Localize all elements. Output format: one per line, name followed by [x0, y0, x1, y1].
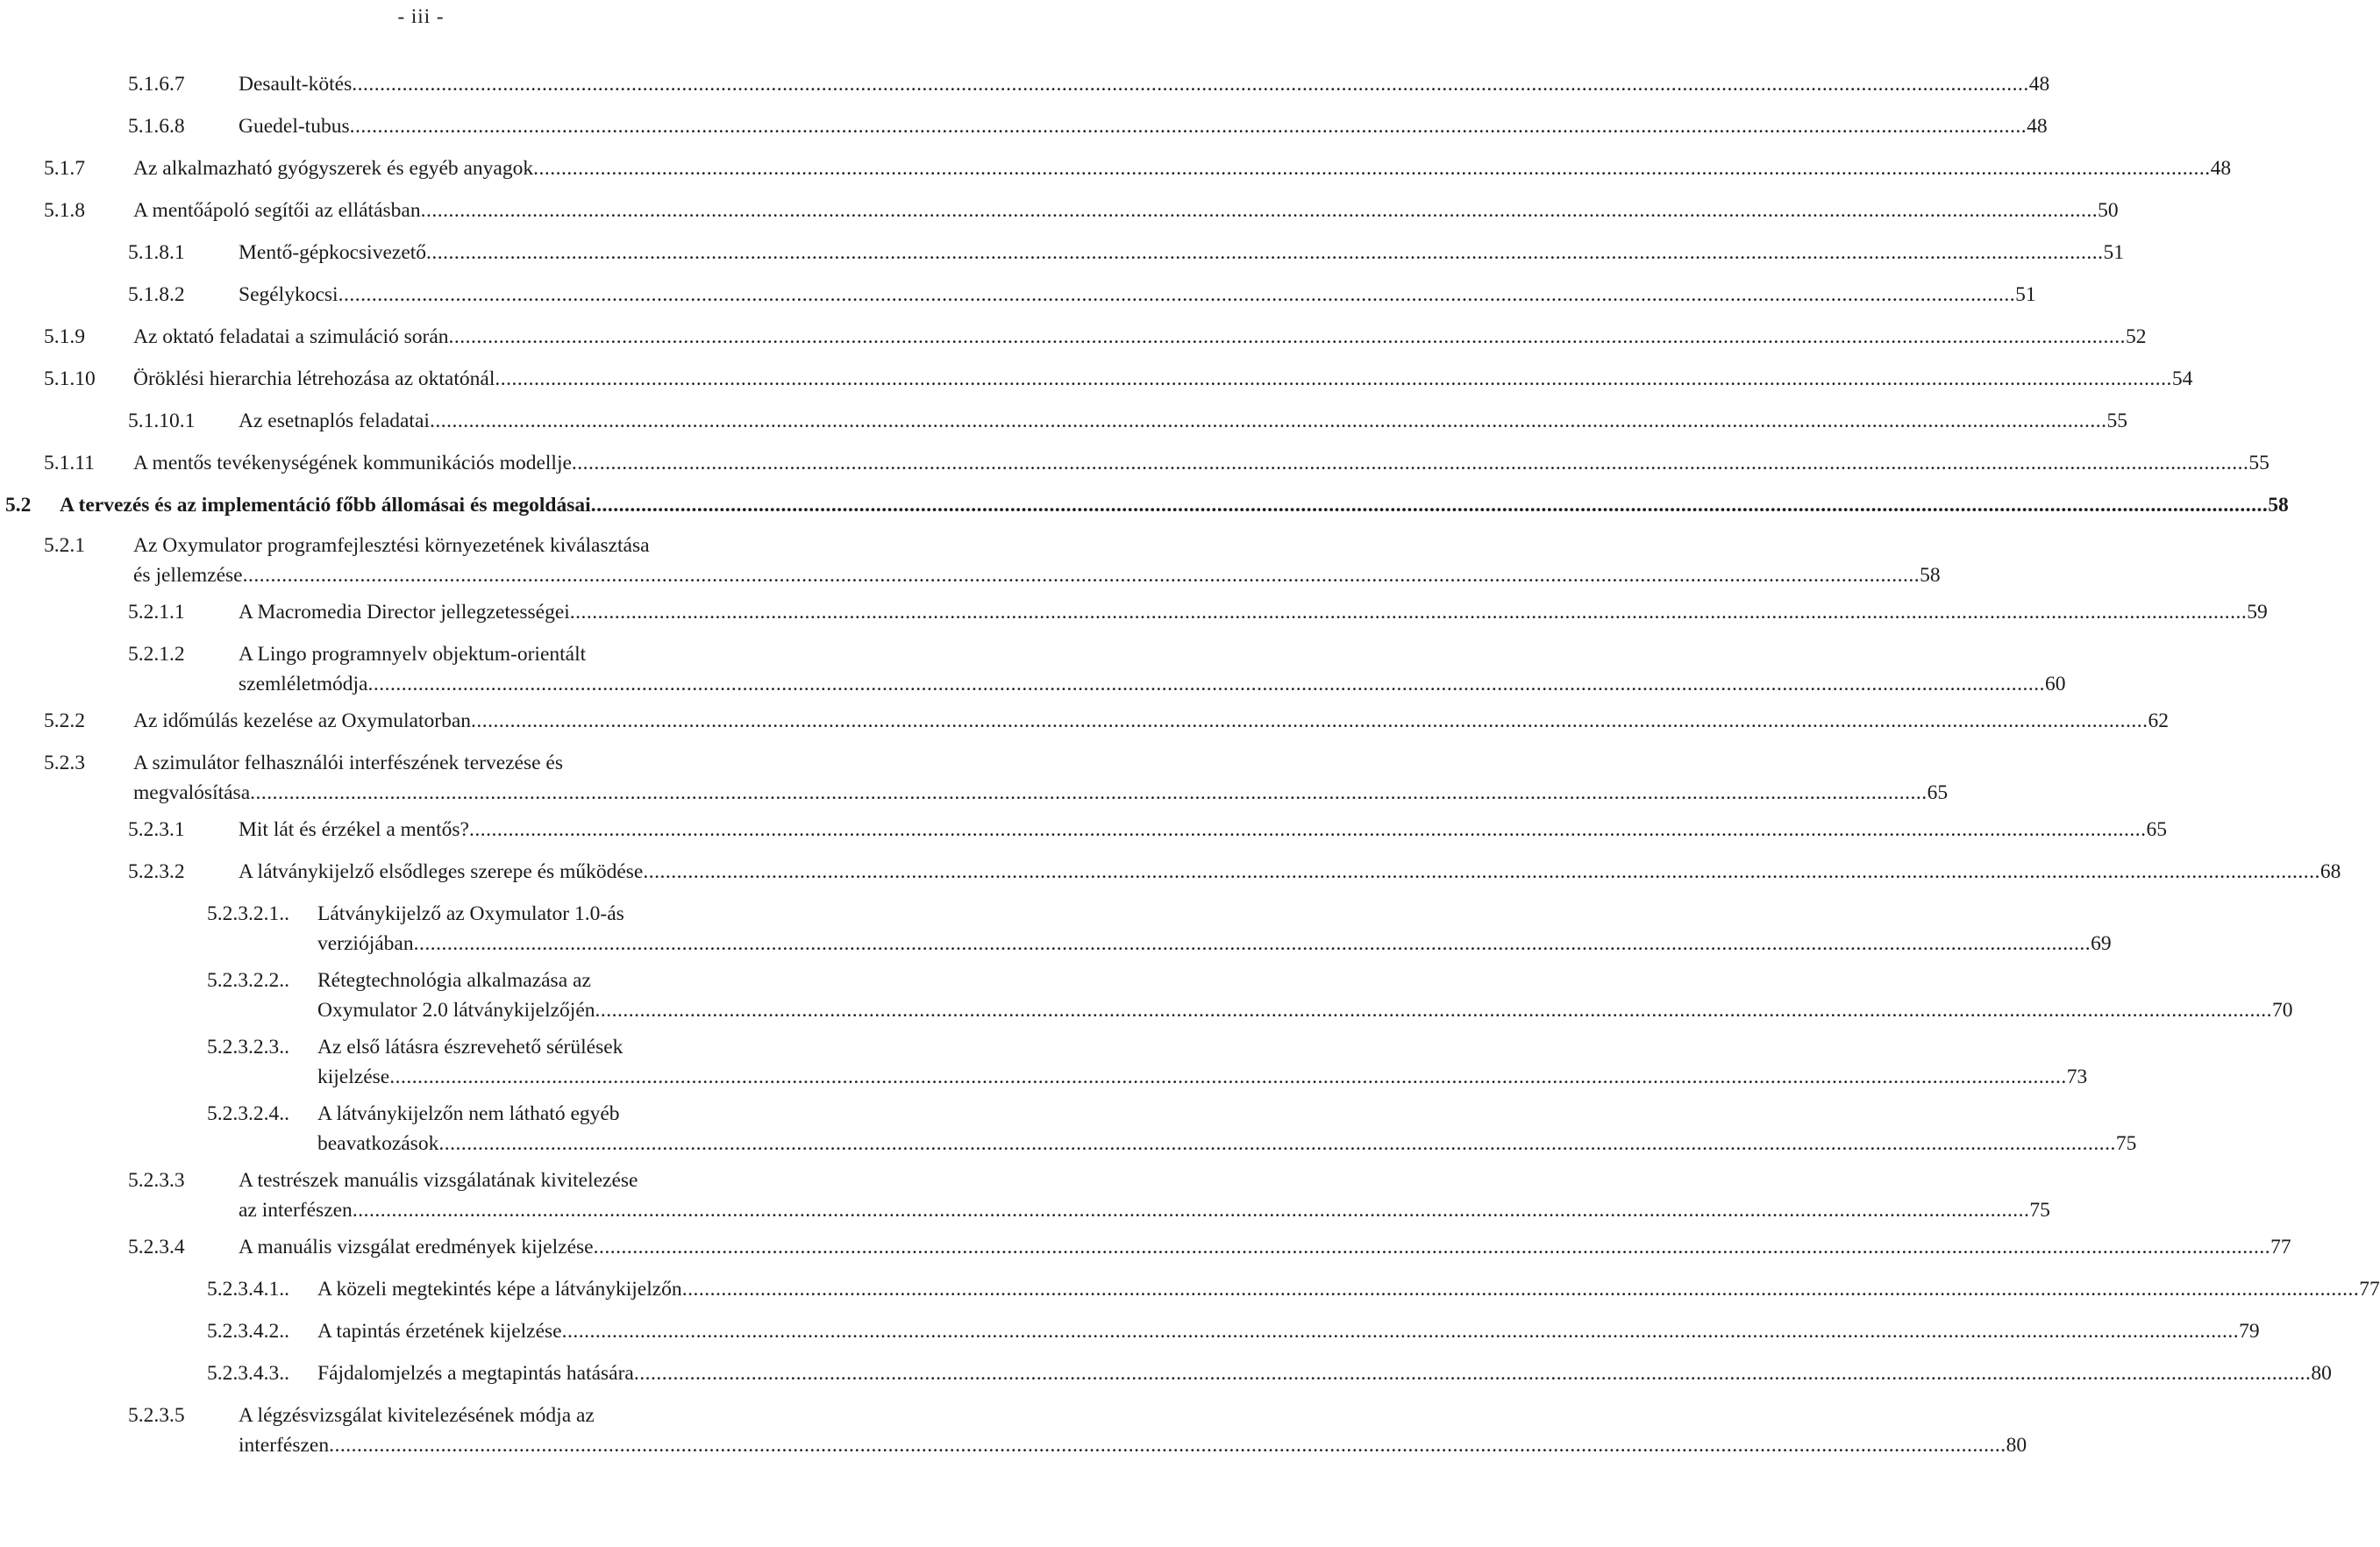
toc-entry-title: beavatkozások: [317, 1132, 439, 1155]
toc-entry: [0, 1032, 2088, 1092]
toc-entry-page: 80: [2006, 1434, 2027, 1457]
dot-leader: ............................................................................................................................................................................................................................................................................................................: [420, 199, 2099, 222]
toc-entry-title: Az esetnaplós feladatai: [239, 410, 430, 432]
toc-entry: [0, 406, 2127, 436]
toc-entry-number: 5.2.3.3: [128, 1169, 185, 1192]
toc-entry: [0, 1316, 2260, 1346]
toc-entry-title: A manuális vizsgálat eredmények kijelzése: [239, 1236, 594, 1258]
toc-entry-page: 65: [2146, 818, 2167, 841]
toc-entry: [0, 639, 2066, 699]
toc-entry-title: Az alkalmazható gyógyszerek és egyéb anyagok: [133, 157, 534, 180]
toc-entry-title: Mentő-gépkocsivezető: [239, 241, 427, 264]
dot-leader: ............................................................................................................................................................................................................................................................................................................: [595, 999, 2273, 1022]
dot-leader: ............................................................................................................................................................................................................................................................................................................: [561, 1320, 2240, 1343]
toc-entry-number: 5.1.9: [44, 325, 85, 348]
toc-entry-page: 77: [2270, 1236, 2291, 1258]
toc-entry-title: Rétegtechnológia alkalmazása az: [317, 969, 591, 992]
toc-entry-title: A mentős tevékenységének kommunikációs modellje: [133, 452, 572, 474]
toc-entry-title: Az időmúlás kezelése az Oxymulatorban: [133, 709, 471, 732]
toc-entry-number: 5.2.1.1: [128, 601, 185, 624]
toc-entry-number: 5.2.3: [44, 752, 85, 774]
toc-entry-number: 5.1.6.8: [128, 115, 185, 138]
toc-entry: [0, 490, 2289, 520]
toc-entry: [0, 364, 2193, 394]
dot-leader: ............................................................................................................................................................................................................................................................................................................: [471, 709, 2148, 732]
toc-entry-title: Oxymulator 2.0 látványkijelzőjén: [317, 999, 595, 1022]
toc-entry: [0, 1401, 2027, 1460]
toc-entry-number: 5.2.3.2.1..: [207, 902, 289, 925]
toc-entry: [0, 706, 2169, 736]
toc-entry-page: 77: [2359, 1278, 2380, 1301]
toc-entry-title: A légzésvizsgálat kivitelezésének módja az: [239, 1404, 595, 1427]
toc-entry-title: megvalósítása: [133, 781, 251, 804]
dot-leader: ............................................................................................................................................................................................................................................................................................................: [352, 73, 2029, 96]
toc-entry-number: 5.2.3.2: [128, 860, 185, 883]
toc-entry-page: 48: [2210, 157, 2232, 180]
dot-leader: ............................................................................................................................................................................................................................................................................................................: [571, 452, 2249, 474]
toc-entry-title: A látványkijelző elsődleges szerepe és működése: [239, 860, 644, 883]
toc-entry-number: 5.2.3.4.3..: [207, 1362, 289, 1385]
toc-entry-number: 5.1.11: [44, 452, 95, 474]
dot-leader: ............................................................................................................................................................................................................................................................................................................: [590, 494, 2269, 517]
toc-entry-page: 68: [2319, 860, 2341, 883]
toc-entry-title: A látványkijelzőn nem látható egyéb: [317, 1102, 620, 1125]
toc-entry-number: 5.1.8: [44, 199, 85, 222]
toc-entry: [0, 280, 2036, 310]
toc-entry-page: 69: [2091, 932, 2112, 955]
toc-entry-page: 54: [2171, 367, 2193, 390]
toc-entry-title: az interfészen: [239, 1199, 353, 1222]
dot-leader: ............................................................................................................................................................................................................................................................................................................: [352, 1199, 2030, 1222]
toc-entry: [0, 69, 2050, 99]
toc-entry: [0, 153, 2232, 183]
toc-entry: [0, 1099, 2137, 1158]
toc-entry-title: A Lingo programnyelv objektum-orientált: [239, 643, 587, 666]
dot-leader: ............................................................................................................................................................................................................................................................................................................: [250, 781, 1928, 804]
toc-entry-title: A tervezés és az implementáció főbb állomásai és megoldásai: [60, 494, 591, 517]
toc-entry-title: Segélykocsi: [239, 283, 338, 306]
toc-entry-page: 48: [2028, 73, 2050, 96]
page-number-header: - iii -: [397, 5, 445, 27]
toc-entry-page: 62: [2148, 709, 2169, 732]
toc-entry-number: 5.1.10: [44, 367, 96, 390]
toc-entry: [0, 1166, 2050, 1225]
toc-entry-number: 5.2.3.4: [128, 1236, 185, 1258]
toc-entry-page: 51: [2015, 283, 2036, 306]
toc-entry-number: 5.2: [5, 494, 32, 517]
toc-entry-number: 5.2.3.2.3..: [207, 1036, 289, 1059]
toc-entry-page: 73: [2066, 1066, 2088, 1088]
toc-entry-page: 75: [2115, 1132, 2137, 1155]
toc-entry-title: Az oktató feladatai a szimuláció során: [133, 325, 449, 348]
toc-entry-page: 79: [2239, 1320, 2260, 1343]
toc-entry-title: A Macromedia Director jellegzetességei: [239, 601, 570, 624]
toc-entry: [0, 597, 2268, 627]
toc-entry-title: verziójában: [317, 932, 414, 955]
toc-entry-title: interfészen: [239, 1434, 330, 1457]
dot-leader: ............................................................................................................................................................................................................................................................................................................: [495, 367, 2172, 390]
dot-leader: ............................................................................................................................................................................................................................................................................................................: [468, 818, 2147, 841]
toc-entry: [0, 899, 2112, 959]
toc-entry-number: 5.2.1: [44, 534, 85, 557]
toc-entry-title: Guedel-tubus: [239, 115, 350, 138]
toc-entry-page: 70: [2272, 999, 2293, 1022]
toc-entry-title: Mit lát és érzékel a mentős?: [239, 818, 469, 841]
toc-entry-title: Az Oxymulator programfejlesztési környezetének kiválasztása: [133, 534, 650, 557]
dot-leader: ............................................................................................................................................................................................................................................................................................................: [633, 1362, 2312, 1385]
toc-entry-page: 55: [2248, 452, 2270, 474]
toc-entry: [0, 531, 1941, 590]
dot-leader: ............................................................................................................................................................................................................................................................................................................: [413, 932, 2091, 955]
toc-entry-number: 5.2.3.1: [128, 818, 185, 841]
toc-entry-number: 5.1.8.1: [128, 241, 185, 264]
toc-entry-number: 5.2.2: [44, 709, 85, 732]
dot-leader: ............................................................................................................................................................................................................................................................................................................: [681, 1278, 2360, 1301]
dot-leader: ............................................................................................................................................................................................................................................................................................................: [329, 1434, 2006, 1457]
dot-leader: ............................................................................................................................................................................................................................................................................................................: [429, 410, 2107, 432]
toc-entry-page: 75: [2029, 1199, 2050, 1222]
dot-leader: ............................................................................................................................................................................................................................................................................................................: [643, 860, 2320, 883]
toc-entry: [0, 238, 2125, 267]
toc-entry-page: 52: [2126, 325, 2147, 348]
toc-entry-number: 5.2.3.2.2..: [207, 969, 289, 992]
toc-entry-page: 58: [2268, 494, 2289, 517]
toc-entry-number: 5.1.6.7: [128, 73, 185, 96]
toc-entry: [0, 196, 2119, 225]
dot-leader: ............................................................................................................................................................................................................................................................................................................: [367, 673, 2045, 695]
toc-entry-number: 5.1.8.2: [128, 283, 185, 306]
toc-entry-page: 58: [1920, 564, 1941, 587]
dot-leader: ............................................................................................................................................................................................................................................................................................................: [438, 1132, 2116, 1155]
dot-leader: ............................................................................................................................................................................................................................................................................................................: [338, 283, 2016, 306]
toc-entry-title: Az első látásra észrevehető sérülések: [317, 1036, 624, 1059]
toc-entry: [0, 815, 2167, 845]
toc-entry-page: 50: [2098, 199, 2119, 222]
toc-entry-number: 5.2.3.2.4..: [207, 1102, 289, 1125]
toc-entry-title: és jellemzése: [133, 564, 243, 587]
toc-entry-title: Fájdalomjelzés a megtapintás hatására: [317, 1362, 634, 1385]
toc-entry-title: A tapintás érzetének kijelzése: [317, 1320, 562, 1343]
dot-leader: ............................................................................................................................................................................................................................................................................................................: [242, 564, 1920, 587]
toc-entry-page: 48: [2027, 115, 2048, 138]
toc-entry-number: 5.2.3.4.2..: [207, 1320, 289, 1343]
dot-leader: ............................................................................................................................................................................................................................................................................................................: [448, 325, 2127, 348]
toc-entry: [0, 748, 1949, 808]
toc-entry-number: 5.1.10.1: [128, 410, 196, 432]
toc-entry: [0, 111, 2048, 141]
toc-entry: [0, 1274, 2380, 1304]
toc-entry: [0, 966, 2293, 1025]
toc-entry-title: Látványkijelző az Oxymulator 1.0-ás: [317, 902, 624, 925]
toc-entry-title: A szimulátor felhasználói interfészének tervezése és: [133, 752, 564, 774]
dot-leader: ............................................................................................................................................................................................................................................................................................................: [569, 601, 2248, 624]
toc-entry-number: 5.2.1.2: [128, 643, 185, 666]
dot-leader: ............................................................................................................................................................................................................................................................................................................: [593, 1236, 2271, 1258]
toc-entry-number: 5.2.3.5: [128, 1404, 185, 1427]
toc-entry-page: 55: [2106, 410, 2127, 432]
toc-entry: [0, 857, 2341, 887]
toc-entry-title: kijelzése: [317, 1066, 390, 1088]
toc-entry-page: 60: [2044, 673, 2066, 695]
toc-entry-title: szemléletmódja: [239, 673, 368, 695]
toc-entry-page: 51: [2103, 241, 2125, 264]
toc-entry-title: Öröklési hierarchia létrehozása az oktatónál: [133, 367, 495, 390]
toc-entry: [0, 1358, 2332, 1388]
dot-leader: ............................................................................................................................................................................................................................................................................................................: [533, 157, 2211, 180]
toc-entry-number: 5.2.3.4.1..: [207, 1278, 289, 1301]
toc-entry-title: Desault-kötés: [239, 73, 353, 96]
toc-entry-page: 65: [1927, 781, 1949, 804]
toc-entry-title: A testrészek manuális vizsgálatának kivitelezése: [239, 1169, 638, 1192]
toc-entry: [0, 448, 2270, 478]
toc-entry-title: A közeli megtekintés képe a látványkijelzőn: [317, 1278, 682, 1301]
toc-entry-page: 80: [2311, 1362, 2332, 1385]
toc-entry-page: 59: [2247, 601, 2268, 624]
toc-entry-number: 5.1.7: [44, 157, 85, 180]
dot-leader: ............................................................................................................................................................................................................................................................................................................: [426, 241, 2104, 264]
toc-entry: [0, 1232, 2291, 1262]
dot-leader: ............................................................................................................................................................................................................................................................................................................: [349, 115, 2027, 138]
toc-entry-title: A mentőápoló segítői az ellátásban: [133, 199, 421, 222]
dot-leader: ............................................................................................................................................................................................................................................................................................................: [389, 1066, 2067, 1088]
toc-entry: [0, 322, 2147, 352]
